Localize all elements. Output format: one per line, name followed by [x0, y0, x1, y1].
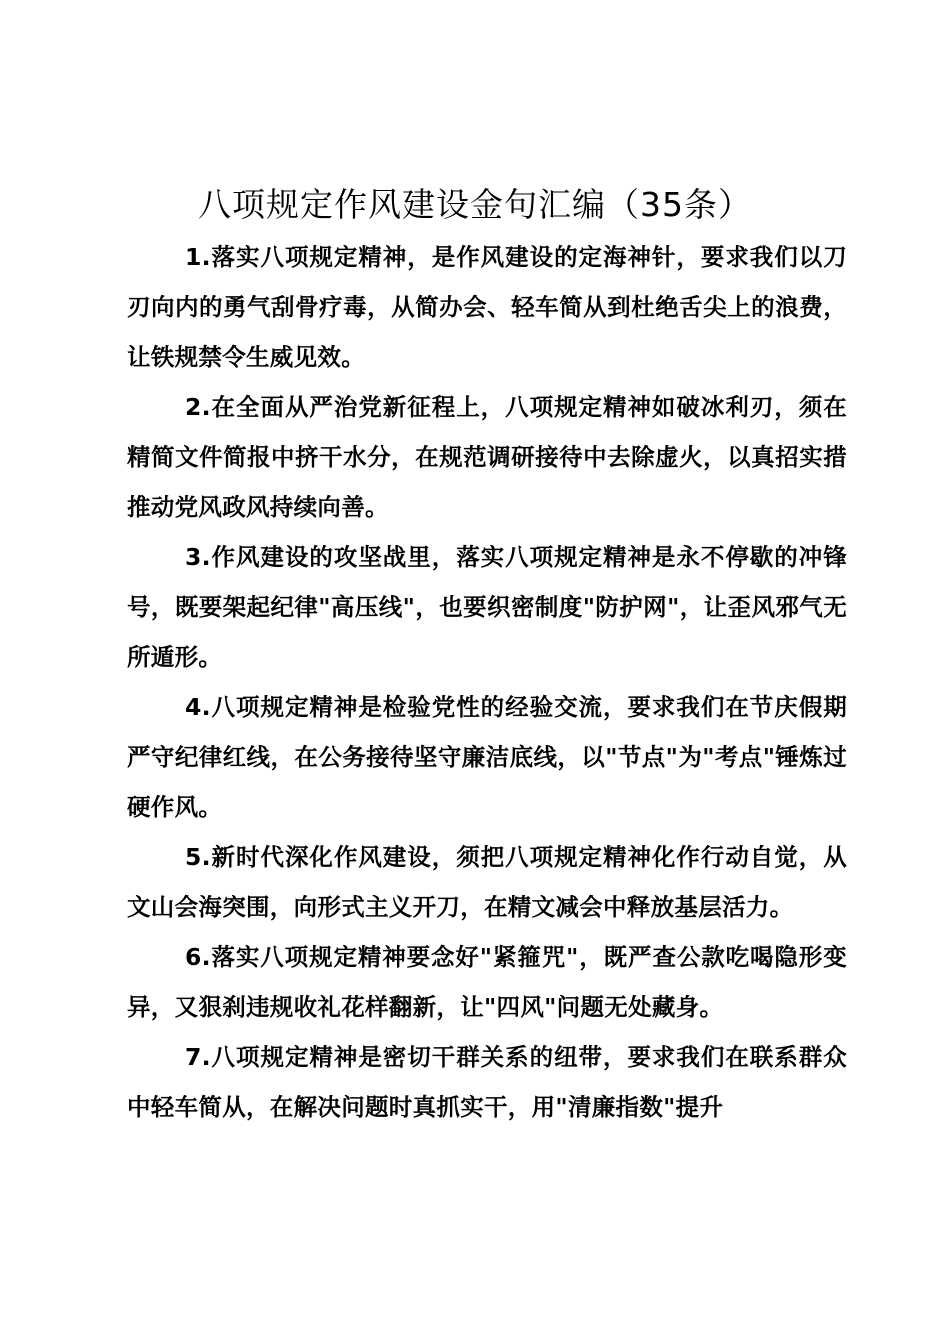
- paragraph-3: 3.作风建设的攻坚战里，落实八项规定精神是永不停歇的冲锋号，既要架起纪律"高压线"，也要织密制度"防护网"，让歪风邪气无所遁形。: [127, 543, 847, 671]
- paragraph-2: 2.在全面从严治党新征程上，八项规定精神如破冰利刃，须在精简文件简报中挤干水分，在规范调研接待中去除虚火，以真招实措推动党风政风持续向善。: [127, 393, 847, 521]
- paragraph-5: 5.新时代深化作风建设，须把八项规定精神化作行动自觉，从文山会海突围，向形式主义开刀，在精文减会中释放基层活力。: [127, 843, 847, 921]
- paragraph-7: 7.八项规定精神是密切干群关系的纽带，要求我们在联系群众中轻车简从，在解决问题时真抓实干，用"清廉指数"提升: [127, 1043, 847, 1121]
- paragraph-6: 6.落实八项规定精神要念好"紧箍咒"，既严查公款吃喝隐形变异，又狠刹违规收礼花样翻新，让"四风"问题无处藏身。: [127, 943, 847, 1021]
- paragraph-4: 4.八项规定精神是检验党性的经验交流，要求我们在节庆假期严守纪律红线，在公务接待坚守廉洁底线，以"节点"为"考点"锤炼过硬作风。: [127, 693, 847, 821]
- document-title: 八项规定作风建设金句汇编（35条）: [198, 185, 752, 224]
- document-body: [127, 232, 847, 1132]
- paragraph-1: 1.落实八项规定精神，是作风建设的定海神针，要求我们以刀刃向内的勇气刮骨疗毒，从简办会、轻车简从到杜绝舌尖上的浪费，让铁规禁令生威见效。: [127, 243, 847, 371]
